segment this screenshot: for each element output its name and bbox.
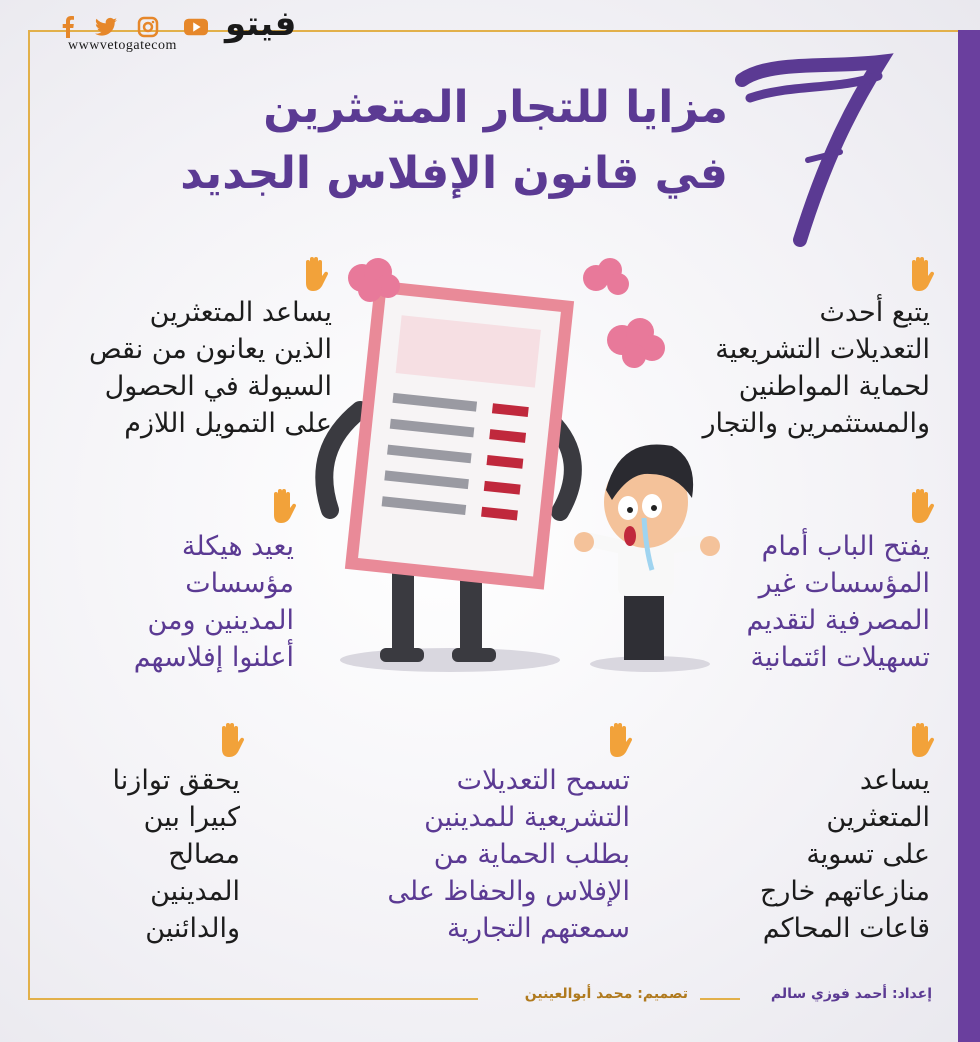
point-7-line-2: كبيرا بين [143,802,240,833]
instagram-icon[interactable] [136,16,160,38]
title-line-1: مزايا للتجار المتعثرين [263,82,728,133]
point-5 [760,762,930,947]
point-4-line-1: يعيد هيكلة [181,531,294,562]
hand-icon [606,722,632,762]
point-4-line-4: أعلنوا إفلاسهم [133,642,294,673]
point-2-line-4: على التمويل اللازم [124,408,332,439]
frame-bottom-line-left [28,998,478,1000]
point-5-line-4: منازعاتهم خارج [759,876,930,907]
point-7-line-5: والدائنين [145,913,240,944]
point-2 [89,294,332,442]
point-7-line-3: مصالح [168,839,240,870]
twitter-icon[interactable] [94,16,118,38]
right-accent-bar [958,30,980,1042]
point-3-line-3: المصرفية لتقديم [746,605,930,636]
point-5-line-1: يساعد [859,765,930,796]
hand-icon [908,722,934,762]
hand-icon [908,488,934,528]
point-6-line-5: سمعتهم التجارية [447,913,630,944]
point-2-line-1: يساعد المتعثرين [149,297,332,328]
point-5-line-5: قاعات المحاكم [762,913,930,944]
point-2-line-2: الذين يعانون من نقص [88,334,332,365]
point-5-line-3: على تسوية [806,839,930,870]
point-6-line-4: الإفلاس والحفاظ على [387,876,630,907]
hand-icon [302,256,328,296]
hand-icon [270,488,296,528]
point-2-line-3: السيولة في الحصول [104,371,332,402]
credit-designed-by: تصميم: محمد أبوالعينين [524,986,688,1002]
point-3-line-2: المؤسسات غير [758,568,930,599]
big-number-seven [730,40,900,254]
hand-icon [908,256,934,296]
point-3 [747,528,930,676]
point-5-line-2: المتعثرين [826,802,930,833]
point-1-line-4: والمستثمرين والتجار [702,408,930,439]
frame-bottom-line-right [700,998,740,1000]
hand-icon [218,722,244,762]
point-7-line-4: المدينين [150,876,240,907]
point-4-line-3: المدينين ومن [147,605,294,636]
frame-left-line [28,30,30,998]
point-4 [134,528,294,676]
point-6-line-1: تسمح التعديلات [456,765,630,796]
frame-top-line [28,30,958,32]
point-3-line-1: يفتح الباب أمام [761,531,930,562]
point-7-line-1: يحقق توازنا [112,765,240,796]
debt-illustration [300,250,740,684]
point-3-line-4: تسهيلات ائتمانية [750,642,930,673]
point-4-line-2: مؤسسات [185,568,294,599]
point-7 [113,762,240,947]
point-6 [387,762,630,947]
point-6-line-3: بطلب الحماية من [433,839,630,870]
veto-logo[interactable]: فيتو [225,4,297,44]
point-1-line-1: يتبع أحدث [819,297,930,328]
title-line-2: في قانون الإفلاس الجديد [180,148,728,199]
credit-prepared-by: إعداد: أحمد فوزي سالم [770,986,932,1002]
facebook-icon[interactable] [56,16,80,38]
point-1 [702,294,930,442]
youtube-icon[interactable] [184,16,208,38]
point-1-line-3: لحماية المواطنين [738,371,930,402]
point-1-line-2: التعديلات التشريعية [715,334,930,365]
website-url[interactable]: wwwvetogatecom [68,38,177,53]
point-6-line-2: التشريعية للمدينين [424,802,630,833]
